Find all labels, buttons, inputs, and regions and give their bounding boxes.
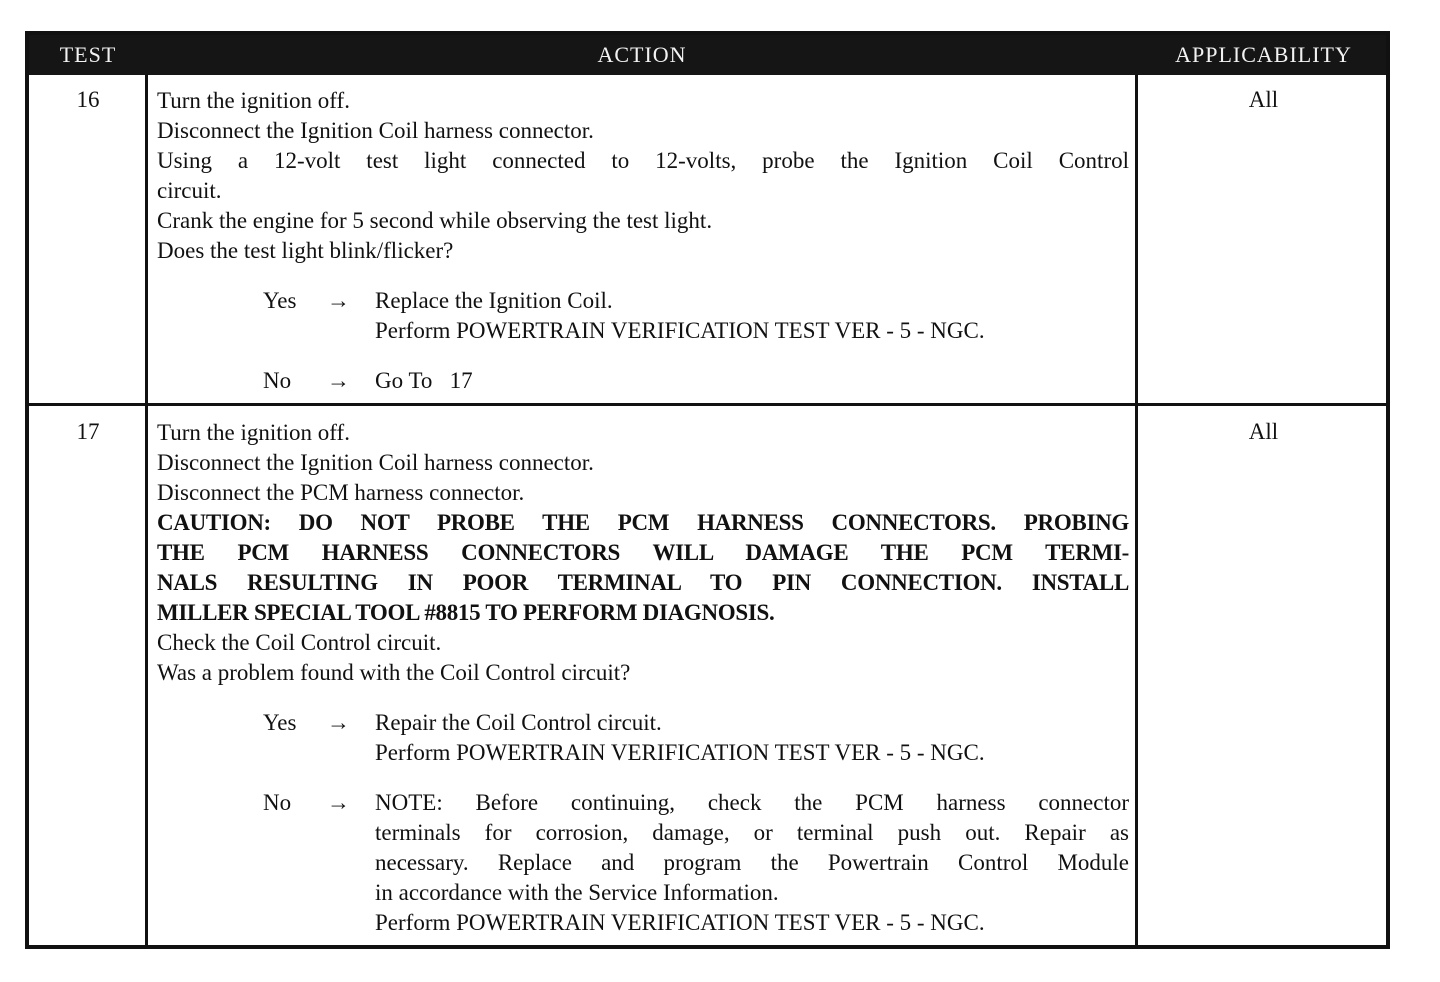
- response-text: Replace the Ignition Coil.: [375, 288, 613, 313]
- step-text: Turn the ignition off.: [157, 88, 350, 113]
- table-header: [29, 35, 1386, 75]
- no-response: [263, 366, 1129, 396]
- arrow-right-icon: →: [327, 790, 350, 815]
- step-text: Crank the engine for 5 second while observing the test light.: [157, 208, 713, 233]
- response-text: Perform POWERTRAIN VERIFICATION TEST VER - 5 - NGC.: [375, 910, 985, 935]
- header-applicability: APPLICABILITY: [1175, 42, 1352, 67]
- caution-text: MILLER SPECIAL TOOL #8815 TO PERFORM DIAGNOSIS.: [157, 600, 775, 625]
- note-text: NOTE: Before continuing, check the PCM harness connector: [375, 790, 1129, 815]
- step-text: Does the test light blink/flicker?: [157, 238, 454, 263]
- action-cell-16: [157, 86, 1129, 396]
- row-divider: [29, 403, 1386, 406]
- step-text: Disconnect the Ignition Coil harness connector.: [157, 118, 594, 143]
- step-text: Check the Coil Control circuit.: [157, 630, 442, 655]
- step-text: Disconnect the PCM harness connector.: [157, 480, 525, 505]
- note-text: necessary. Replace and program the Powertrain Control Module: [375, 850, 1129, 875]
- header-test: TEST: [59, 42, 117, 67]
- header-action: ACTION: [597, 42, 687, 67]
- arrow-right-icon: →: [327, 710, 350, 735]
- no-label: No: [263, 368, 292, 393]
- step-text: Turn the ignition off.: [157, 420, 350, 445]
- column-divider-test: [145, 75, 148, 945]
- response-text: Go To 17: [375, 368, 473, 393]
- no-label: No: [263, 790, 292, 815]
- caution-text: THE PCM HARNESS CONNECTORS WILL DAMAGE THE PCM TERMI-: [157, 540, 1129, 565]
- caution-text: NALS RESULTING IN POOR TERMINAL TO PIN CONNECTION. INSTALL: [157, 570, 1129, 595]
- step-text: Using a 12-volt test light connected to 12-volts, probe the Ignition Coil Control: [157, 148, 1129, 173]
- applicability-17: All: [1248, 419, 1279, 444]
- yes-label: Yes: [263, 288, 297, 313]
- response-text: Repair the Coil Control circuit.: [375, 710, 662, 735]
- response-text: Perform POWERTRAIN VERIFICATION TEST VER - 5 - NGC.: [375, 740, 985, 765]
- action-cell-17: [157, 418, 1129, 938]
- no-response: [263, 788, 1129, 938]
- yes-label: Yes: [263, 710, 297, 735]
- step-text: Disconnect the Ignition Coil harness connector.: [157, 450, 594, 475]
- note-text: in accordance with the Service Information.: [375, 880, 779, 905]
- note-text: terminals for corrosion, damage, or terminal push out. Repair as: [375, 820, 1129, 845]
- step-text: circuit.: [157, 178, 222, 203]
- test-number-17: 17: [76, 419, 100, 444]
- column-divider-action: [1135, 75, 1138, 945]
- arrow-right-icon: →: [327, 368, 350, 393]
- arrow-right-icon: →: [327, 288, 350, 313]
- yes-response: [263, 708, 1129, 768]
- diagnostic-table: [25, 31, 1390, 949]
- caution-text: CAUTION: DO NOT PROBE THE PCM HARNESS CONNECTORS. PROBING: [157, 510, 1129, 535]
- applicability-16: All: [1248, 87, 1279, 112]
- test-number-16: 16: [76, 87, 100, 112]
- yes-response: [263, 286, 1129, 346]
- step-text: Was a problem found with the Coil Control circuit?: [157, 660, 631, 685]
- response-text: Perform POWERTRAIN VERIFICATION TEST VER - 5 - NGC.: [375, 318, 985, 343]
